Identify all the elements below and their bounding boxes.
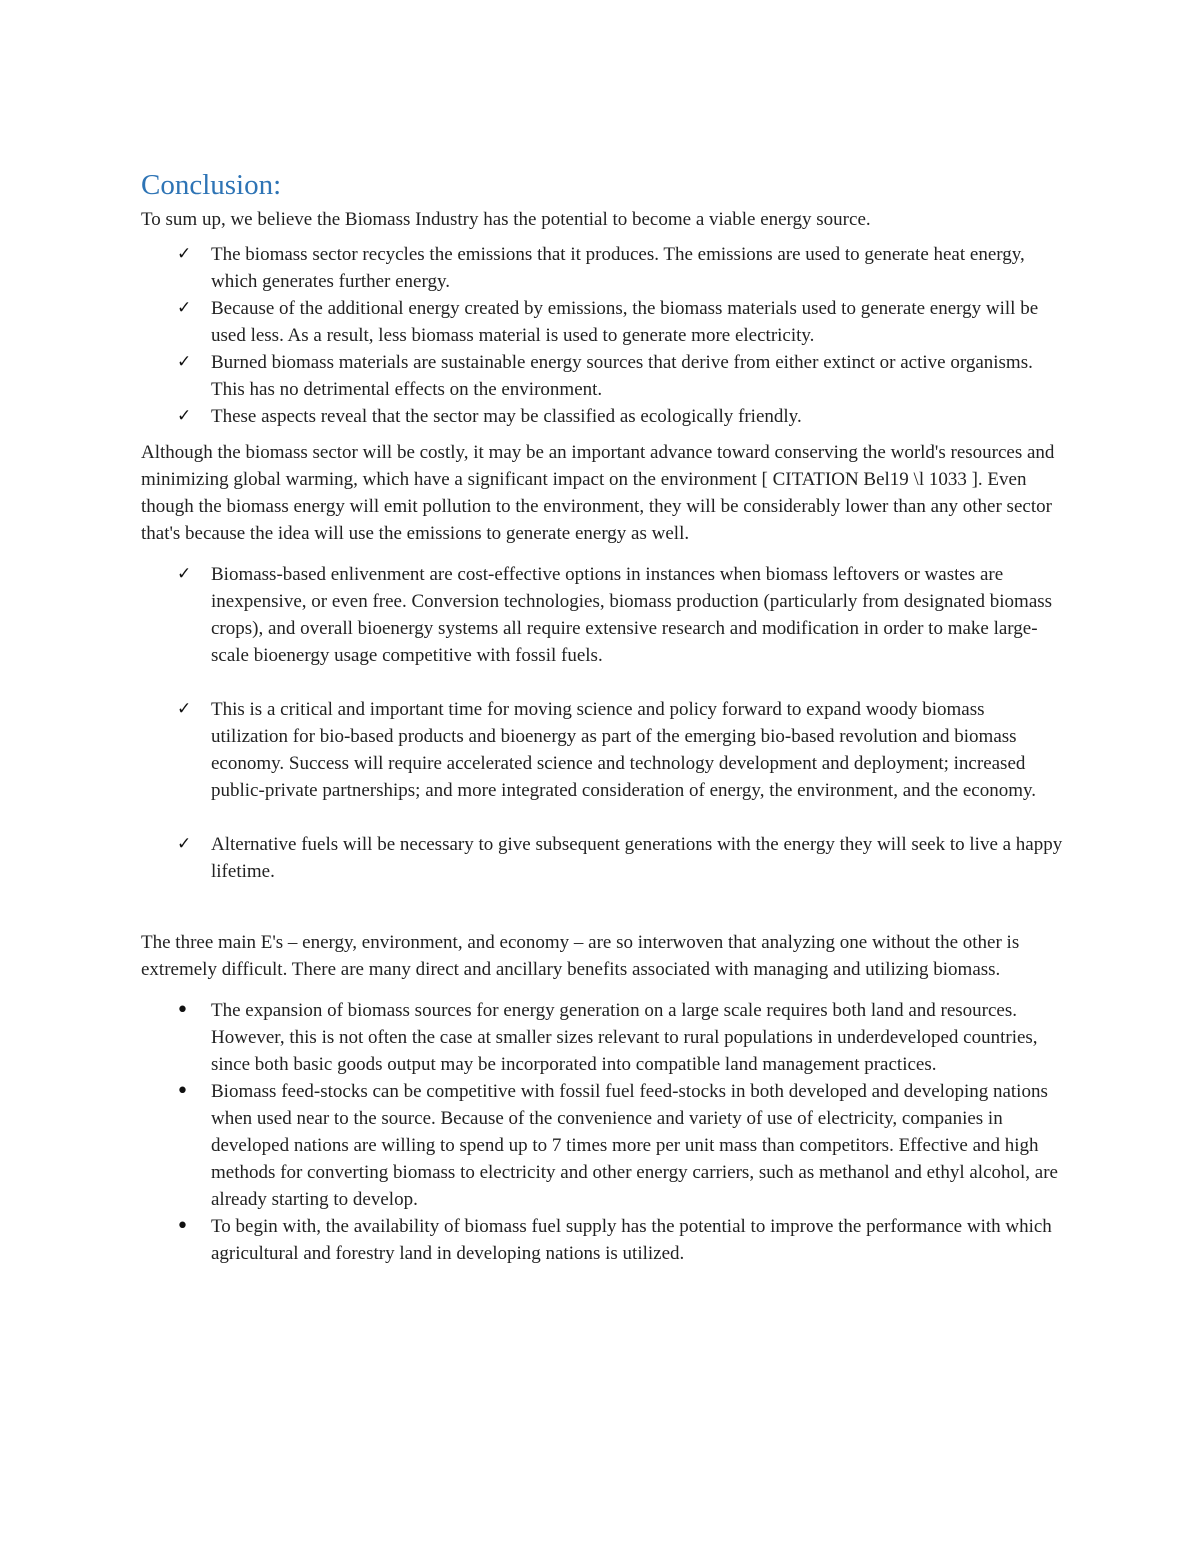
list-item-text: The biomass sector recycles the emissions that it produces. The emissions are used to generate heat energy, which generates further energy. [211, 244, 1025, 292]
list-item-text: These aspects reveal that the sector may be classified as ecologically friendly. [211, 406, 802, 427]
checkmark-icon: ✓ [177, 406, 192, 426]
list-item-text: To begin with, the availability of biomass fuel supply has the potential to improve the performance with which agricultural and forestry land in developing nations is utilized. [211, 1216, 1052, 1264]
body-paragraph-cost: Although the biomass sector will be costly, it may be an important advance toward conserving the world's resources and minimizing global warming, which have a significant impact on the environment [ CITATION Bel19 \l 1033 ]. Even though the biomass energy will emit pollution to the environment, they will be considerably lower than any other sector that's because the idea will use the emissions to generate energy as well. [141, 442, 1055, 544]
checklist-considerations [141, 561, 1066, 885]
bullet-list-benefits [141, 997, 1066, 1267]
checkmark-icon: ✓ [177, 564, 192, 584]
bullet-icon: • [176, 1079, 189, 1104]
list-item [141, 1078, 1066, 1213]
list-item [141, 403, 1066, 430]
checkmark-icon: ✓ [177, 699, 192, 719]
body-paragraph-three-es: The three main E's – energy, environment, and economy – are so interwoven that analyzing one without the other is extremely difficult. There are many direct and ancillary benefits associated with managing and utilizing biomass. [141, 932, 1020, 980]
bullet-icon: • [176, 998, 189, 1023]
list-item-text: Because of the additional energy created by emissions, the biomass materials used to generate energy will be used less. As a result, less biomass material is used to generate more electricity. [211, 298, 1039, 346]
section-heading: Conclusion: [141, 169, 282, 201]
checkmark-icon: ✓ [177, 298, 192, 318]
document-body [141, 166, 1066, 1267]
checkmark-icon: ✓ [177, 352, 192, 372]
checkmark-icon: ✓ [177, 244, 192, 264]
list-item-text: Burned biomass materials are sustainable energy sources that derive from either extinct or active organisms. This has no detrimental effects on the environment. [211, 352, 1033, 400]
list-item-text: Biomass feed-stocks can be competitive with fossil fuel feed-stocks in both developed and developing nations when used near to the source. Because of the convenience and variety of use of electricity, companies in developed nations are willing to spend up to 7 times more per unit mass than competitors. Effective and high methods for converting biomass to electricity and other energy carriers, such as methanol and ethyl alcohol, are already starting to develop. [211, 1081, 1058, 1210]
list-item-text: Alternative fuels will be necessary to give subsequent generations with the energy they will seek to live a happy lifetime. [211, 834, 1063, 882]
bullet-icon: • [176, 1214, 189, 1239]
list-item-text: Biomass-based enlivenment are cost-effective options in instances when biomass leftovers or wastes are inexpensive, or even free. Conversion technologies, biomass production (particularly from designated biomass crops), and overall bioenergy systems all require extensive research and modification in order to make large-scale bioenergy usage competitive with fossil fuels. [211, 564, 1053, 666]
list-item [141, 241, 1066, 295]
list-item [141, 831, 1066, 885]
list-item [141, 561, 1066, 669]
list-item-text: The expansion of biomass sources for energy generation on a large scale requires both land and resources. However, this is not often the case at smaller sizes relevant to rural populations in underdeveloped countries, since both basic goods output may be incorporated into compatible land management practices. [211, 1000, 1038, 1075]
list-item [141, 1213, 1066, 1267]
list-item-text: This is a critical and important time for moving science and policy forward to expand woody biomass utilization for bio-based products and bioenergy as part of the emerging bio-based revolution and biomass economy. Success will require accelerated science and technology development and deployment; increased public-private partnerships; and more integrated consideration of energy, the environment, and the economy. [211, 699, 1036, 801]
checkmark-icon: ✓ [177, 834, 192, 854]
list-item [141, 997, 1066, 1078]
list-item [141, 349, 1066, 403]
intro-paragraph: To sum up, we believe the Biomass Industry has the potential to become a viable energy source. [141, 209, 871, 230]
list-item [141, 295, 1066, 349]
list-item [141, 696, 1066, 804]
checklist-benefits [141, 241, 1066, 430]
